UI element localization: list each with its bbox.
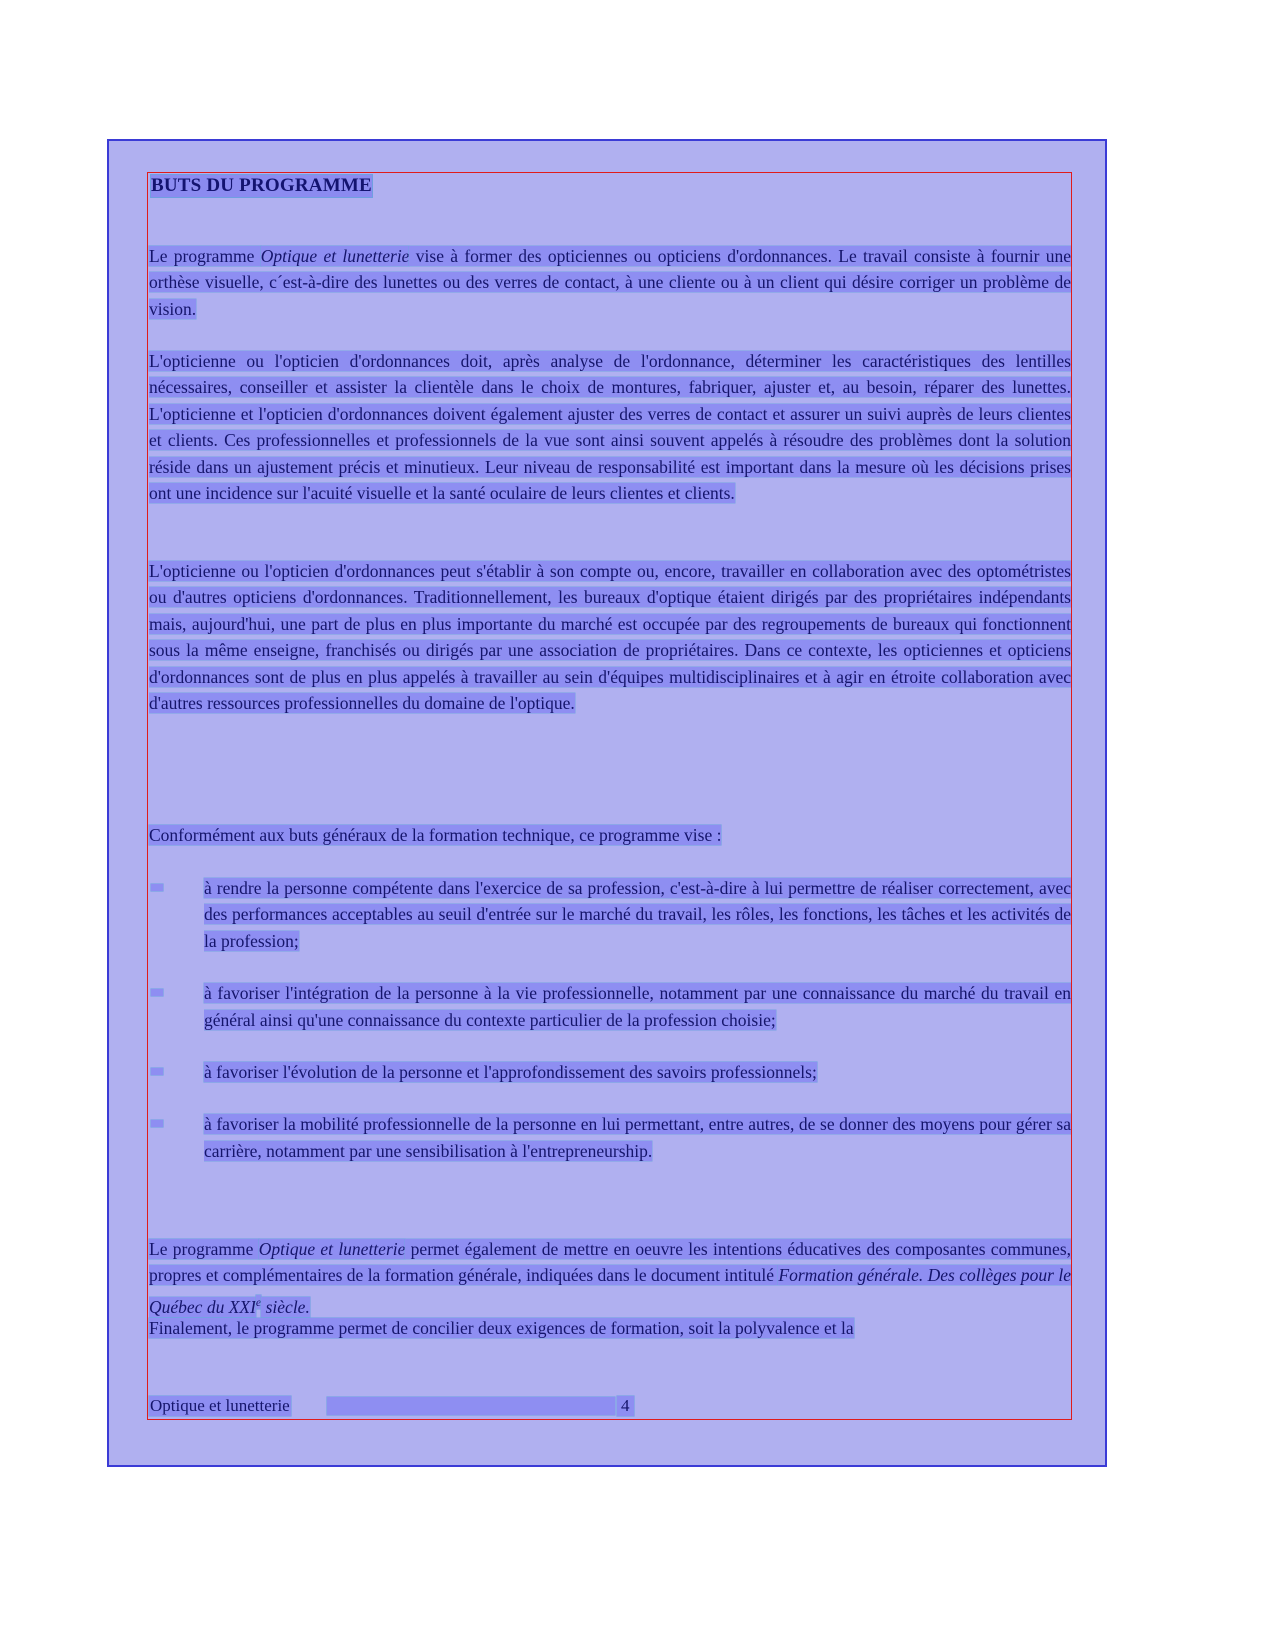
goals-list <box>149 875 1071 1190</box>
page-footer <box>149 1396 1071 1418</box>
document-content <box>149 173 1071 1419</box>
paragraph-text: Finalement, le programme permet de concilier deux exigences de formation, soit la polyvalence et la <box>149 1318 854 1338</box>
program-name-italic: Optique et lunetterie <box>258 1239 406 1259</box>
paragraph-text: Le programme <box>149 1239 259 1259</box>
list-item <box>149 1111 1071 1164</box>
footer-rule <box>327 1397 615 1415</box>
paragraph-general-education <box>149 1236 1071 1320</box>
paragraph-goals-intro <box>149 822 1071 848</box>
paragraph-intro <box>149 243 1071 322</box>
paragraph-role-description <box>149 348 1071 506</box>
ordinal-superscript: e <box>255 1294 262 1309</box>
paragraph-work-context <box>149 558 1071 716</box>
bullet-icon <box>151 884 163 891</box>
page-title: BUTS DU PROGRAMME <box>151 175 372 196</box>
paragraph-text: vise à former des opticiennes ou opticiens d'ordonnances. Le travail consiste à fournir une orthèse visuelle, c´est-à-dire des lunettes ou des verres de contact, à une cliente ou à un client qui désire corriger un problème de vision. <box>149 246 1071 319</box>
list-item <box>149 875 1071 954</box>
paragraph-text: L'opticienne ou l'opticien d'ordonnances peut s'établir à son compte ou, encore, travailler en collaboration avec des optométristes ou d'autres opticiens d'ordonnances. Traditionnellement, les bureaux d'optique étaient dirigés par des propriétaires indépendants mais, aujourd'hui, une part de plus en plus importante du marché est occupée par des regroupements de bureaux qui fonctionnent sous la même enseigne, franchisés ou dirigés par une association de propriétaires. Dans ce contexte, les opticiennes et opticiens d'ordonnances sont de plus en plus appelés à travailler au sein d'équipes multidisciplinaires et à agir en étroite collaboration avec d'autres ressources professionnelles du domaine de l'optique. <box>149 561 1071 714</box>
list-item <box>149 1059 1071 1085</box>
document-page <box>107 139 1107 1467</box>
bullet-icon <box>151 989 163 996</box>
footer-page-number: 4 <box>617 1396 634 1416</box>
paragraph-text: permet également de mettre en oeuvre les intentions éducatives des composantes communes, propres et complémentaires de la formation générale, indiquées dans le document intitulé <box>149 1239 1072 1286</box>
paragraph-conclusion <box>149 1315 1071 1341</box>
paragraph-text: L'opticienne ou l'opticien d'ordonnances doit, après analyse de l'ordonnance, déterminer les caractéristiques des lentilles nécessaires, conseiller et assister la clientèle dans le choix de montures, fabriquer, ajuster et, au besoin, réparer des lunettes. L'opticienne et l'opticien d'ordonnances doivent également ajuster des verres de contact et assurer un suivi auprès de leurs clientes et clients. Ces professionnelles et professionnels de la vue sont ainsi souvent appelés à résoudre des problèmes dont la solution réside dans un ajustement précis et minutieux. Leur niveau de responsabilité est important dans la mesure où les décisions prises ont une incidence sur l'acuité visuelle et la santé oculaire de leurs clientes et clients. <box>149 351 1071 504</box>
list-item-text: à favoriser l'intégration de la personne à la vie professionnelle, notamment par une connaissance du marché du travail en général ainsi qu'une connaissance du contexte particulier de la profession choisie; <box>204 983 1071 1030</box>
paragraph-text: Le programme <box>149 246 261 266</box>
document-title-italic: Formation générale. Des collèges pour le Québec du XXI <box>149 1265 1072 1317</box>
footer-document-name: Optique et lunetterie <box>150 1396 290 1415</box>
bullet-icon <box>151 1068 163 1075</box>
list-item-text: à favoriser l'évolution de la personne et l'approfondissement des savoirs professionnels; <box>204 1062 817 1083</box>
list-item <box>149 980 1071 1033</box>
list-item-text: à rendre la personne compétente dans l'exercice de sa profession, c'est-à-dire à lui permettre de réaliser correctement, avec des performances acceptables au seuil d'entrée sur le marché du travail, les rôles, les fonctions, les tâches et les activités de la profession; <box>204 878 1071 951</box>
program-name-italic: Optique et lunetterie <box>260 246 410 266</box>
paragraph-text: Conformément aux buts généraux de la formation technique, ce programme vise : <box>149 825 722 845</box>
document-title-italic: siècle. <box>261 1296 310 1317</box>
list-item-text: à favoriser la mobilité professionnelle de la personne en lui permettant, entre autres, de se donner des moyens pour gérer sa carrière, notamment par une sensibilisation à l'entrepreneurship. <box>204 1114 1071 1161</box>
bullet-icon <box>151 1120 163 1127</box>
